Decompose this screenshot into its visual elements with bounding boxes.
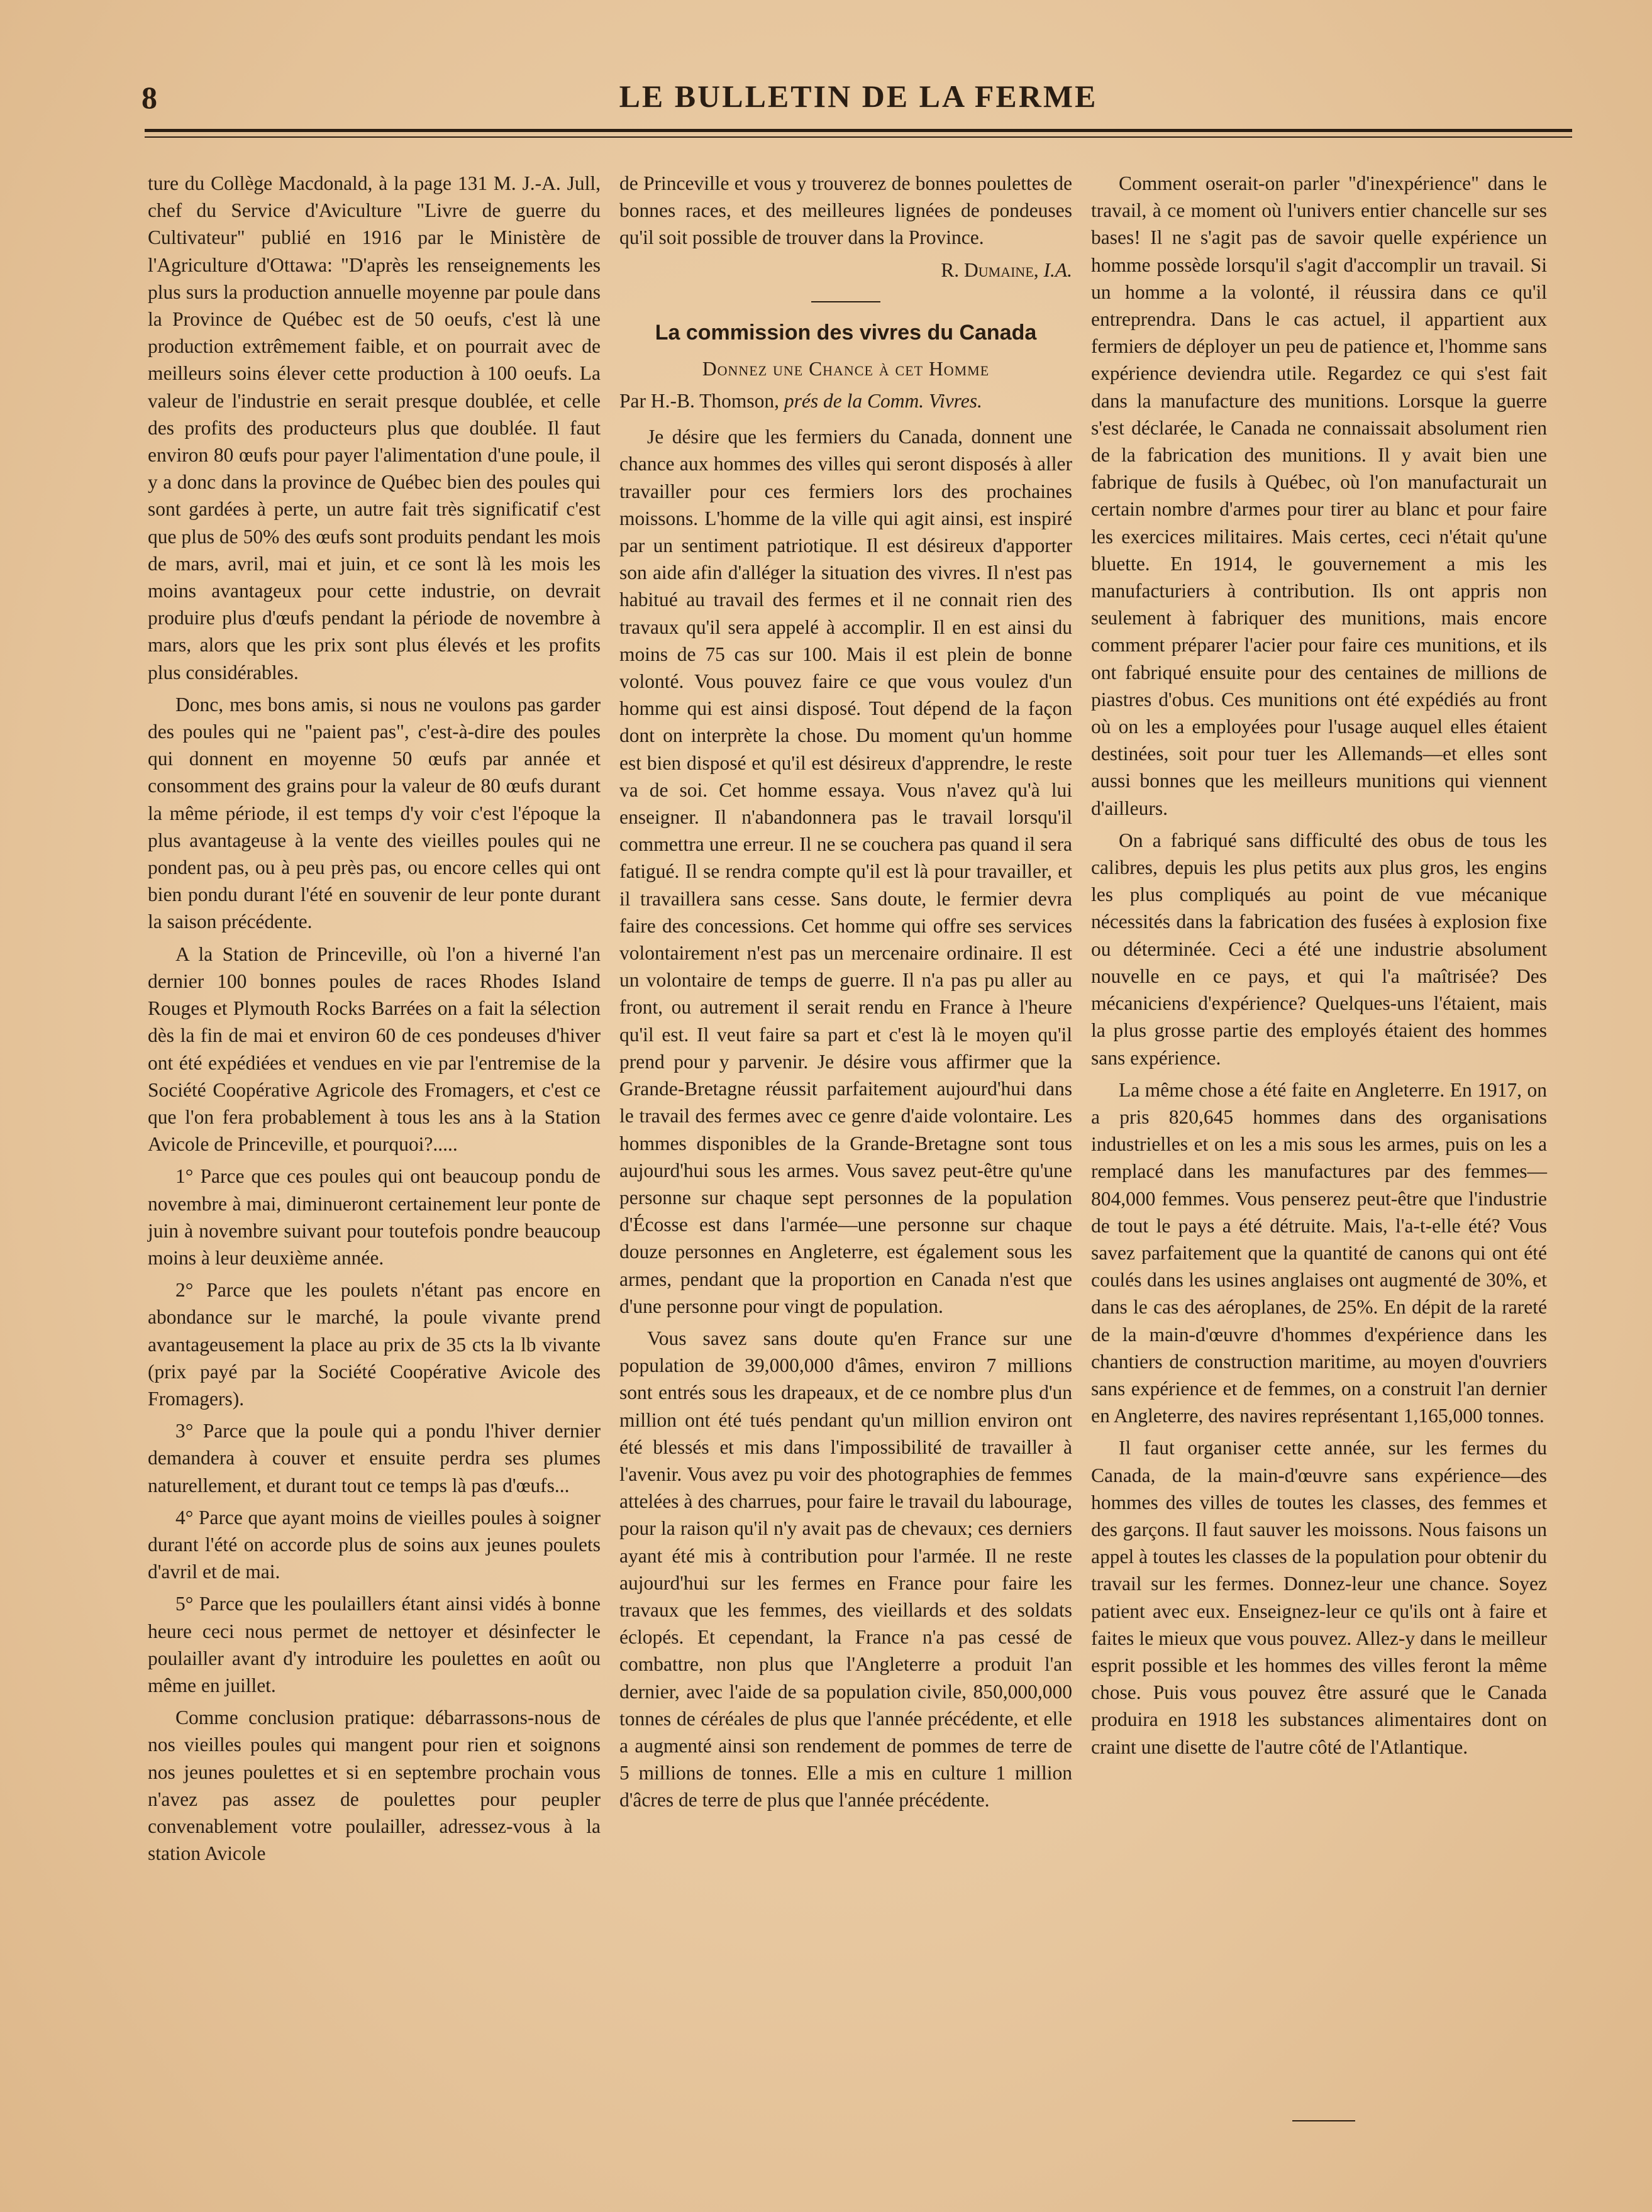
paragraph: ture du Collège Macdonald, à la page 131 M. J.-A. Jull, chef du Service d'Aviculture "Livre de guerre du Cultivateur" publié en 1916 par le Ministère de l'Agriculture d'Ottawa: "D'après les renseignements les plus surs la production annuelle moyenne par poule dans la Province de Québec est de 50 oeufs, c'est là une production extrêmement faible, et on pourrait avec de meilleurs soins élever cette production à 100 oeufs. La valeur de l'industrie en serait presque doublée, et celle des profits des producteurs plus que doublée. Il faut environ 80 œufs pour payer l'alimentation d'une poule, il y a donc dans la province de Québec bien des poules qui sont gardées à perte, un autre fait très significatif c'est que plus de 50% des œufs sont produits pendant les mois de mars, avril, mai et juin, et ce sont là les mois les moins avantageux pour cette industrie, on devrait produire plus d'œufs pendant la période de novembre à mars, alors que les prix sont plus élevés et les profits plus considérables. [148, 172, 601, 683]
page-header [141, 74, 1575, 124]
page-number: 8 [141, 80, 157, 115]
section-divider [811, 301, 880, 302]
paragraph: Comme conclusion pratique: débarrassons-nous de nos vieilles poules qui mangent pour rien et soignons nos jeunes poulettes et si en septembre prochain vous n'avez pas assez de poulettes pour peupler convenablement votre poulailler, adressez-vous à la station Avicole [148, 1706, 601, 1865]
paragraph: La même chose a été faite en Angleterre. En 1917, on a pris 820,645 hommes dans des organisations industrielles et on les a mis sous les armes, puis on les a remplacé dans les manufactures par des femmes—804,000 femmes. Vous penserez peut-être que l'industrie de tout le pays a été détruite. Mais, l'a-t-elle été? Vous savez parfaitement que la quantité de canons qui ont été coulés dans les usines anglaises ont augmenté de 30%, et dans le cas des aéroplanes, de 25%. En dépit de la rareté de la main-d'œuvre d'hommes d'expérience dans les chantiers de construction maritime, au moyen d'ouvriers sans expérience et de femmes, on a construit l'an dernier en Angleterre, des navires représentant 1,165,000 tonnes. [1091, 1078, 1547, 1427]
masthead-title: LE BULLETIN DE LA FERME [619, 79, 1098, 114]
paragraph: Il faut organiser cette année, sur les fermes du Canada, de la main-d'œuvre sans expérience—des hommes des villes de toutes les classes, des femmes et des garçons. Il faut sauver les moissons. Nous faisons un appel à toutes les classes de la population pour obtenir du travail sur les fermes. Donnez-leur une chance. Soyez patient avec eux. Enseignez-leur ce qu'ils ont à faire et faites le mieux que vous pouvez. Allez-y dans le meilleur esprit possible et les hommes des villes feront la même chose. Puis vous pouvez être assuré que le Canada produira en 1918 les substances alimentaires dont on craint une disette de l'autre côté de l'Atlantique. [1091, 1437, 1547, 1758]
signature-degree: I.A. [1043, 258, 1072, 281]
byline-author: Par H.-B. Thomson, [619, 390, 780, 412]
paragraph: 1° Parce que ces poules qui ont beaucoup pondu de novembre à mai, diminueront certainement leur ponte de juin à novembre suivant pour toutefois pondre beaucoup moins à leur deuxième année. [148, 1165, 601, 1269]
paragraph: 2° Parce que les poulets n'étant pas encore en abondance sur le marché, la poule vivante prend avantageusement la place au prix de 35 cts la lb vivante (prix payé par la Société Coopérative Avicole des Fromagers). [148, 1279, 601, 1410]
article-subtitle: Donnez une Chance à cet Homme [702, 357, 990, 380]
paragraph: 4° Parce que ayant moins de vieilles poules à soigner durant l'été on accorde plus de soins aux jeunes poulets d'avril et de mai. [148, 1506, 601, 1583]
header-rule [145, 129, 1572, 138]
paragraph: A la Station de Princeville, où l'on a hiverné l'an dernier 100 bonnes poules de races Rhodes Island Rouges et Plymouth Rocks Barrées on a fait la sélection dès la fin de mai et environ 60 de ces pondeuses d'hiver ont été expédiées et vendues en vie par l'entremise de la Société Coopérative Agricole des Fromagers, et c'est ce que l'on fera probablement à tous les ans à la Station Avicole de Princeville, et pourquoi?..... [148, 943, 601, 1156]
paragraph: 5° Parce que les poulaillers étant ainsi vidés à bonne heure ceci nous permet de nettoyer et désinfecter le poulailler avant d'y introduire les poulettes en août ou même en juillet. [148, 1593, 601, 1696]
byline-role: prés de la Comm. Vivres. [784, 390, 982, 412]
paragraph: Je désire que les fermiers du Canada, donnent une chance aux hommes des villes qui seront disposés à aller travailler pour ces fermiers lors des prochaines moissons. L'homme de la ville qui agit ainsi, est inspiré par un sentiment patriotique. Il est désireux d'apporter son aide afin d'alléger la situation des vivres. Il n'est pas habitué au travail des fermes et il ne connait rien des travaux qu'il sera appelé à accomplir. Il en est ainsi du moins de 75 cas sur 100. Mais il est plein de bonne volonté. Vous pouvez faire ce que vous voulez d'un homme qui est ainsi disposé. Tout dépend de la façon dont on interprète la chose. Du moment qu'un homme est bien disposé et qu'il est désireux d'apprendre, le reste va de soi. Cet homme essaya. Vous n'avez qu'à lui enseigner. Il n'abandonnera pas le travail lorsqu'il commettra une erreur. Il ne se couchera pas quand il sera fatigué. Il se rendra compte qu'il est là pour travailler, et il travaillera sans cesse. Sans doute, le fermier devra faire des concessions. Cet homme qui offre ses services volontairement n'est pas un mercenaire ordinaire. Il est un volontaire de temps de guerre. Il n'a pas pu aller au front, ou autrement il serait rendu en France à l'heure qu'il est. Il veut faire sa part et c'est là le moyen qu'il prend pour y parvenir. Je désire vous affirmer que la Grande-Bretagne réussit parfaitement aujourd'hui dans le travail des fermes avec ce genre d'aide volontaire. Les hommes disponibles de la Grande-Bretagne sont tous aujourd'hui sous les armes. Vous savez peut-être qu'une personne sur chaque sept personnes de la population d'Écosse est dans l'armée—une personne sur chaque douze personnes en Angleterre, est également sous les armes, pendant que la proportion en Canada n'est que d'une personne pour vingt de population. [619, 426, 1072, 1317]
paragraph: Comment oserait-on parler "d'inexpérience" dans le travail, à ce moment où l'univers entier chancelle sur ses bases! Il ne s'agit pas de savoir quelle expérience un homme possède lorsqu'il s'agit d'accomplir un travail. Si un homme a la volonté, il réussira dans ce qu'il entreprendra. Dans le cas actuel, il appartient aux fermiers de déployer un peu de patience et, l'homme sans expérience deviendra utile. Regardez ce qui s'est fait dans la manufacture des munitions. Lorsque la guerre s'est déclarée, le Canada ne connaissait absolument rien de la fabrication des munitions. Il y avait bien une fabrique de fusils à Québec, où l'on manufacturait un certain nombre d'armes pour tirer au blanc et pour faire les exercices militaires. Mais certes, ceci n'était qu'une bluette. En 1914, le gouvernement a mis les manufacturiers à contribution. Ils ont appris non seulement à fabriquer des munitions, mais encore comment préparer l'acier pour faire ces munitions, et ils ont fabriqué ensuite pour des centaines de millions de piastres d'obus. Ces munitions ont été expédiés au front où on les a employées pour l'usage auquel elles étaient destinées, soit pour tuer les Allemands—et elles sont aussi bonnes que les meilleurs munitions qui viennent d'ailleurs. [1091, 172, 1547, 819]
signature [619, 257, 1072, 284]
article-title: La commission des vivres du Canada [655, 320, 1037, 345]
column-3 [1091, 170, 1547, 1766]
column-1 [148, 170, 601, 1872]
paragraph: de Princeville et vous y trouverez de bonnes poulettes de bonnes races, et des meilleures lignées de pondeuses qu'il soit possible de trouver dans la Province. [619, 172, 1072, 249]
column-2 [619, 170, 1072, 1819]
paragraph: Vous savez sans doute qu'en France sur une population de 39,000,000 d'âmes, environ 7 millions sont entrés sous les drapeaux, et de ce nombre plus d'un million ont été tués pendant qu'un million environ ont été blessés et mis dans l'impossibilité de travailler à l'avenir. Vous avez pu voir des photographies de femmes attelées à des charrues, pour faire le travail du labourage, pour la raison qu'il n'y avait pas de chevaux; ces derniers ayant été mis à contribution pour l'armée. Il ne reste aujourd'hui sur les fermes en France pour faire les travaux que les femmes, des vieillards et des soldats éclopés. Et cependant, la France n'a pas cessé de combattre, non plus que l'Angleterre a produit l'an dernier, avec l'aide de sa population civile, 850,000,000 tonnes de céréales de plus que l'année précédente, et elle a augmenté ainsi son rendement de pommes de terre de 5 millions de tonnes. Elle a mis en culture 1 million d'âcres de terre de plus que l'année précédente. [619, 1327, 1072, 1811]
paragraph: 3° Parce que la poule qui a pondu l'hiver dernier demandera à couver et ensuite perdra ses plumes naturellement, et durant tout ce temps là pas d'œufs... [148, 1420, 601, 1496]
signature-name: R. Dumaine, [941, 258, 1039, 281]
end-divider [1292, 2120, 1355, 2121]
article-byline [619, 387, 1072, 414]
paragraph: On a fabriqué sans difficulté des obus de tous les calibres, depuis les plus petits aux plus gros, les engins les plus compliqués au point de vue mécanique nécessités dans la fabrication des fusées à explosion fixe ou déterminée. Ceci a été une industrie absolument nouvelle en ce pays, et qui l'a maîtrisée? Des mécaniciens d'expérience? Quelques-uns l'étaient, mais la plus grosse partie des employés étaient des hommes sans expérience. [1091, 829, 1547, 1069]
paragraph: Donc, mes bons amis, si nous ne voulons pas garder des poules qui ne "paient pas", c'est-à-dire des poules qui donnent en moyenne 50 œufs par année et consomment des grains pour la valeur de 80 œufs durant la même période, il est temps d'y voir c'est l'époque la plus avantageuse à la vente des vieilles poules qui ne pondent pas, ou à peu près pas, ou encore celles qui ont bien pondu durant l'été en souvenir de leur ponte durant la saison précédente. [148, 693, 601, 933]
